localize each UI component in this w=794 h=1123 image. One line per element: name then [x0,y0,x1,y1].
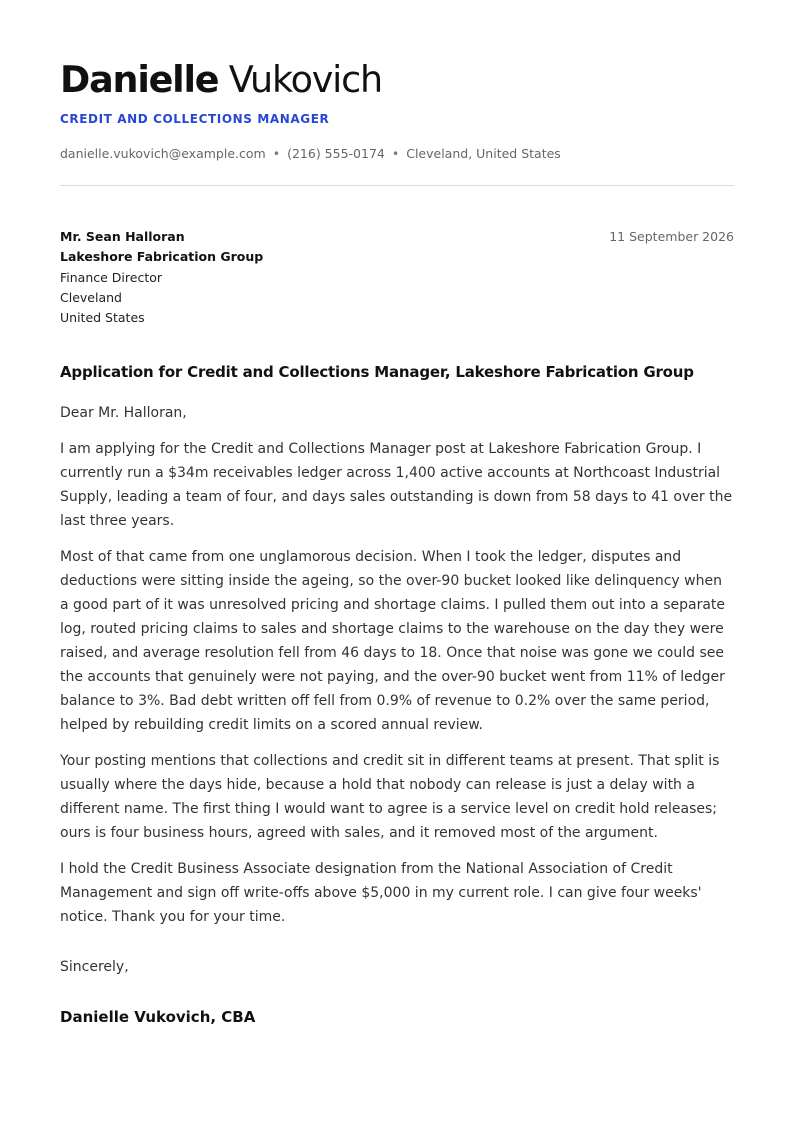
body-paragraph: Your posting mentions that collections and credit sit in different teams at present. That split is usually where the days hide, because a hold that nobody can release is just a delay with a different name. The first thing I would want to agree is a service level on credit hold releases; ours is four business hours, agreed with sales, and it removed most of the argument. [60,753,720,841]
applicant-role: CREDIT AND COLLECTIONS MANAGER [60,112,330,126]
recipient-block [60,227,263,328]
recipient-company: Lakeshore Fabrication Group [60,249,264,265]
recipient-city: Cleveland [60,289,122,305]
signature: Danielle Vukovich, CBA [60,1008,256,1026]
contact-location: Cleveland, United States [406,146,561,161]
salutation: Dear Mr. Halloran, [60,405,187,421]
recipient-name: Mr. Sean Halloran [60,229,185,244]
recipient-country: United States [60,310,145,326]
contact-email: danielle.vukovich@example.com [60,146,266,161]
body-paragraph: I am applying for the Credit and Collections Manager post at Lakeshore Fabrication Group. I currently run a $34m receivables ledger across 1,400 active accounts at Northcoast Industrial Supply, leading a team of four, and days sales outstanding is down from 58 days to 41 over the last three years. [60,441,733,529]
applicant-name [60,58,382,102]
recipient-title: Finance Director [60,269,163,285]
applicant-first-name: Danielle [60,58,219,101]
header-divider [60,185,734,186]
closing: Sincerely, [60,959,129,975]
body-paragraph: Most of that came from one unglamorous decision. When I took the ledger, disputes and deductions were sitting inside the ageing, so the over-90 bucket looked like delinquency when a good part of it was unresolved pricing and shortage claims. I pulled them out into a separate log, routed pricing claims to sales and shortage claims to the warehouse on the day they were raised, and average resolution fell from 46 days to 18. Once that noise was gone we could see the accounts that genuinely were not paying, and the over-90 bucket went from 11% of ledger balance to 3%. Bad debt written off fell from 0.9% of revenue to 0.2% over the same period, helped by rebuilding credit limits on a scored annual review. [60,549,726,733]
letter-subject: Application for Credit and Collections Manager, Lakeshore Fabrication Group [60,363,694,381]
contact-separator: • [391,146,400,161]
applicant-last-name: Vukovich [228,58,382,101]
letter-body [60,401,734,941]
contact-phone: (216) 555-0174 [287,146,385,161]
contact-line [60,146,561,162]
letter-date: 11 September 2026 [609,229,734,244]
contact-separator: • [272,146,281,161]
body-paragraph: I hold the Credit Business Associate designation from the National Association of Credit Management and sign off write-offs above $5,000 in my current role. I can give four weeks' notice. Thank you for your time. [60,861,702,925]
